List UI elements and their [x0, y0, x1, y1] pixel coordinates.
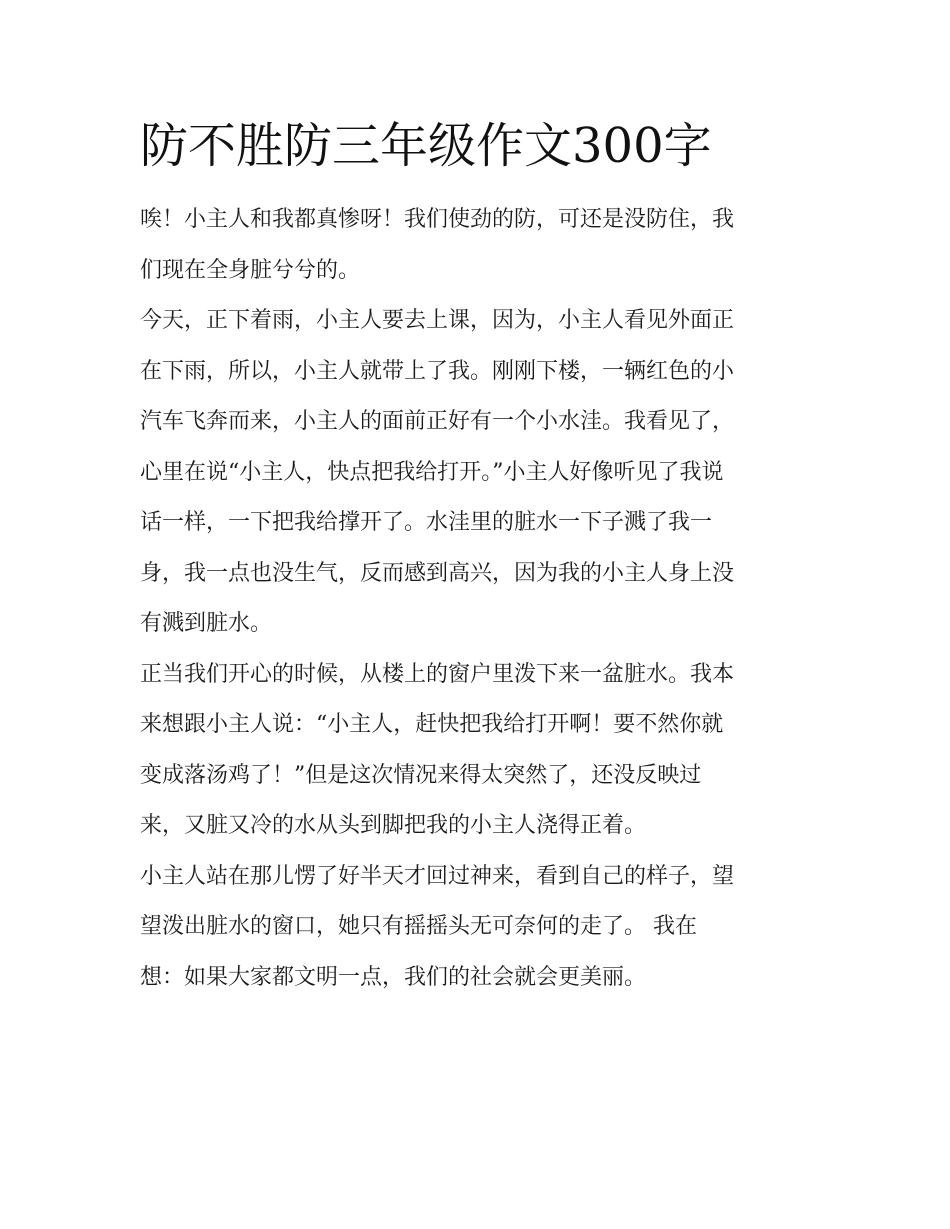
text-line: 唉！小主人和我都真惨呀！我们使劲的防，可还是没防住，我 [140, 207, 735, 232]
text-line: 来想跟小主人说：“小主人，赶快把我给打开啊！要不然你就 [140, 712, 724, 737]
text-line: 望泼出脏水的窗口，她只有摇摇头无可奈何的走了。 我在 [140, 914, 697, 939]
text-line: 身，我一点也没生气，反而感到高兴，因为我的小主人身上没 [140, 560, 735, 586]
text-line: 在下雨，所以，小主人就带上了我。刚刚下楼，一辆红色的小 [140, 358, 735, 384]
text-line: 汽车飞奔而来，小主人的面前正好有一个小水洼。我看见了， [140, 409, 735, 434]
text-line: 来，又脏又冷的水从头到脚把我的小主人浇得正着。 [140, 813, 647, 838]
essay-body [140, 195, 820, 1003]
text-line: 话一样，一下把我给撑开了。水洼里的脏水一下子溅了我一 [140, 510, 713, 535]
text-line: 想：如果大家都文明一点，我们的社会就会更美丽。 [140, 964, 647, 990]
text-line: 正当我们开心的时候，从楼上的窗户里泼下来一盆脏水。我本 [140, 661, 735, 687]
text-line: 有溅到脏水。 [140, 611, 273, 636]
document-title: 防不胜防三年级作文300字 [140, 118, 712, 174]
text-line: 变成落汤鸡了！”但是这次情况来得太突然了，还没反映过 [140, 762, 702, 788]
text-line: 心里在说“小主人，快点把我给打开。”小主人好像听见了我说 [140, 459, 724, 485]
text-line: 小主人站在那儿愣了好半天才回过神来，看到自己的样子，望 [140, 863, 735, 889]
text-line: 们现在全身脏兮兮的。 [140, 257, 361, 283]
text-line: 今天，正下着雨，小主人要去上课，因为，小主人看见外面正 [140, 308, 735, 333]
